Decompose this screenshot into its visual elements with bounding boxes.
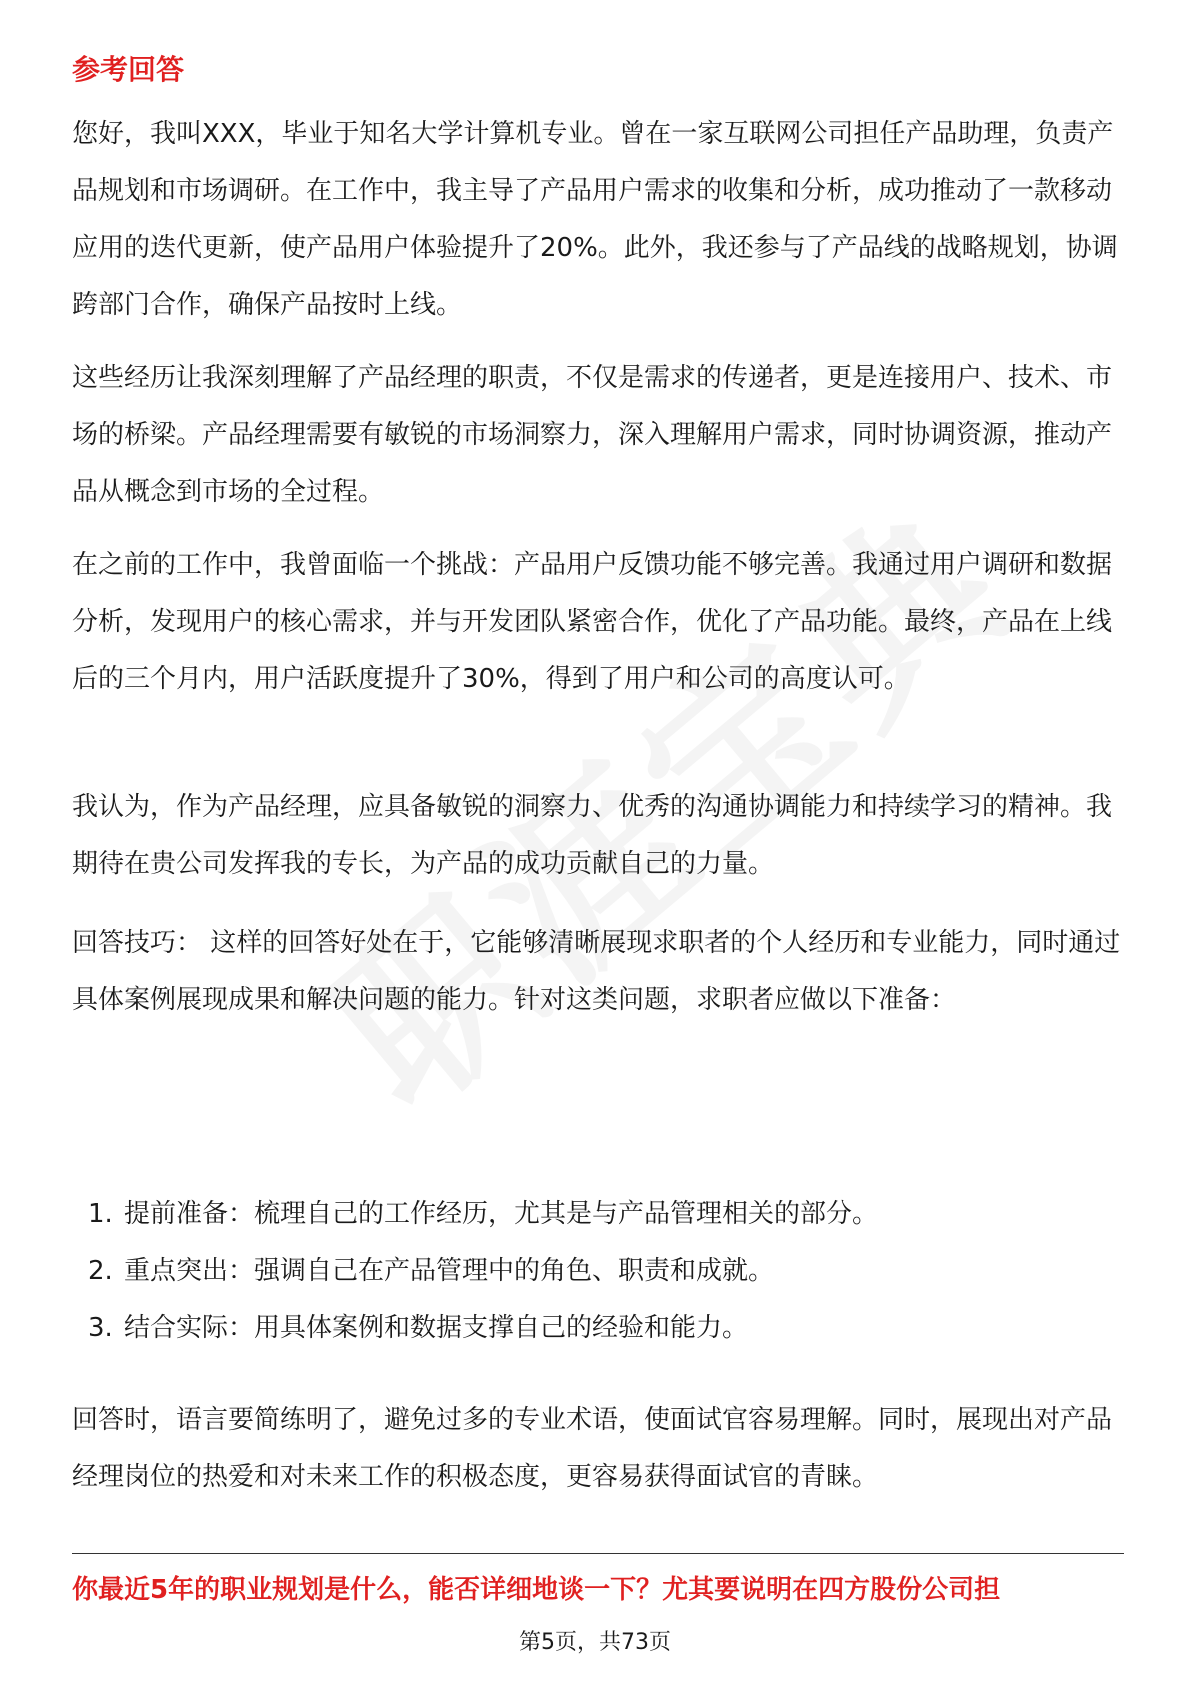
section-divider xyxy=(72,1553,1124,1554)
list-item-text: 重点突出：强调自己在产品管理中的角色、职责和成就。 xyxy=(124,1256,775,1286)
list-item xyxy=(72,1300,1122,1357)
page-footer: 第5页，共73页 xyxy=(519,1630,671,1655)
answer-paragraph-4: 我认为，作为产品经理，应具备敏锐的洞察力、优秀的沟通协调能力和持续学习的精神。我期待在贵公司发挥我的专长，为产品的成功贡献自己的力量。 xyxy=(72,792,1113,879)
closing-paragraph: 回答时，语言要简练明了，避免过多的专业术语，使面试官容易理解。同时，展现出对产品经理岗位的热爱和对未来工作的积极态度，更容易获得面试官的青睐。 xyxy=(72,1405,1113,1492)
answer-paragraph-2: 这些经历让我深刻理解了产品经理的职责，不仅是需求的传递者，更是连接用户、技术、市场的桥梁。产品经理需要有敏锐的市场洞察力，深入理解用户需求，同时协调资源，推动产品从概念到市场的全过程。 xyxy=(72,363,1113,507)
tips-intro-paragraph: 回答技巧： 这样的回答好处在于，它能够清晰展现求职者的个人经历和专业能力，同时通过具体案例展现成果和解决问题的能力。针对这类问题，求职者应做以下准备： xyxy=(72,928,1121,1015)
list-item-number: 2. xyxy=(88,1256,113,1286)
list-item xyxy=(72,1243,1122,1300)
answer-paragraph-1: 您好，我叫XXX，毕业于知名大学计算机专业。曾在一家互联网公司担任产品助理，负责产品规划和市场调研。在工作中，我主导了产品用户需求的收集和分析，成功推动了一款移动应用的迭代更新，使产品用户体验提升了20%。此外，我还参与了产品线的战略规划，协调跨部门合作，确保产品按时上线。 xyxy=(72,119,1118,320)
list-item-text: 结合实际：用具体案例和数据支撑自己的经验和能力。 xyxy=(124,1313,749,1343)
section-title: 参考回答 xyxy=(72,53,185,86)
list-item xyxy=(72,1186,1122,1243)
next-question-heading: 你最近5年的职业规划是什么，能否详细地谈一下？尤其要说明在四方股份公司担 xyxy=(72,1575,1001,1605)
answer-paragraph-3: 在之前的工作中，我曾面临一个挑战：产品用户反馈功能不够完善。我通过用户调研和数据分析，发现用户的核心需求，并与开发团队紧密合作，优化了产品功能。最终，产品在上线后的三个月内，用户活跃度提升了30%，得到了用户和公司的高度认可。 xyxy=(72,550,1113,694)
list-item-number: 3. xyxy=(88,1313,113,1343)
tips-list xyxy=(72,1186,1122,1357)
list-item-text: 提前准备：梳理自己的工作经历，尤其是与产品管理相关的部分。 xyxy=(124,1199,879,1229)
list-item-number: 1. xyxy=(88,1199,113,1229)
